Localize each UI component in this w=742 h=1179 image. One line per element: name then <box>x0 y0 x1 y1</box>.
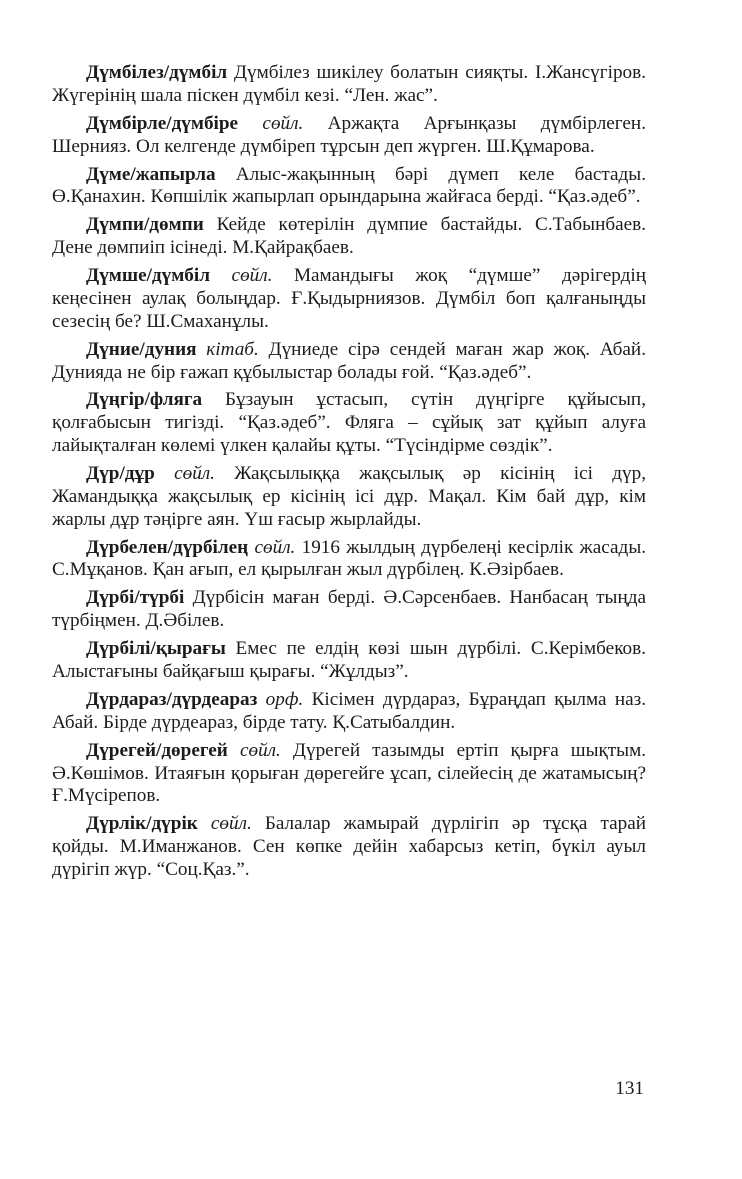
entry-text: Алыс-жақынның бәрі дүмеп келе бастады. Ө.Қанахин. Көпшілік жапырлап орындарына жайғаса берді. “Қаз.әдеб”. <box>52 163 646 208</box>
entry-text: Кейде көтерілін дүмпие бастайды. С.Табынбаев. Дене дөмпиіп ісінеді. М.Қайрақбаев. <box>52 214 646 259</box>
entry-text: Бұзауын ұстасып, сүтін дүңгірге құйысып, қолғабысын тигізді. “Қаз.әдеб”. Фляга – сұйық зат құйып алуға лайықталған көлемі үлкен қалайы құты. “Түсіндірме сөздік”. <box>52 389 646 457</box>
entry-headword: Дүмбірле/дүмбіре <box>86 112 239 134</box>
entry-durbelen <box>52 537 646 583</box>
entry-headword: Дүмпи/дөмпи <box>86 214 204 236</box>
entry-text: Дүниеде сірә сендей маған жар жоқ. Абай. Дунияда не бір ғажап құбылыстар болады ғой. “Қаз.әдеб”. <box>52 338 646 383</box>
entry-dur <box>52 463 646 531</box>
entry-text: Мамандығы жоқ “дүмше” дәрігердің кеңесінен аулақ болыңдар. Ғ.Қыдырниязов. Дүмбіл боп қалғаныңды сезесің бе? Ш.Смаханұлы. <box>52 265 647 332</box>
entry-text: Дүрбісін маған берді. Ә.Сәрсенбаев. Нанбасаң тыңда түрбіңмен. Д.Әбілев. <box>52 587 646 632</box>
entry-text: Аржақта Арғынқазы дүмбірлеген. Шернияз. Ол келгенде дүмбіреп тұрсын деп жүрген. Ш.Құмарова. <box>52 112 646 157</box>
entry-dume <box>52 164 646 210</box>
entry-duregei <box>52 740 646 808</box>
entry-text: Кісімен дүрдараз, Бұраңдап қылма наз. Абай. Бірде дүрдеараз, бірде тату. Қ.Сатыбалдин. <box>52 688 646 733</box>
entry-style-mark: сөйл. <box>231 265 273 287</box>
entry-dungir <box>52 389 646 457</box>
entry-headword: Дүрбілі/қырағы <box>86 638 226 660</box>
entry-headword: Дүңгір/фляга <box>86 389 203 411</box>
entry-durlik <box>52 813 646 881</box>
entry-style-mark: сөйл. <box>239 739 281 761</box>
entry-style-mark: кітаб. <box>206 338 259 360</box>
entry-headword: Дүрлік/дүрік <box>86 813 198 835</box>
page-number: 131 <box>615 1078 644 1099</box>
entry-headword: Дүмше/дүмбіл <box>86 265 210 287</box>
entry-dunie <box>52 339 646 385</box>
entry-headword: Дүние/дуния <box>86 338 197 360</box>
entry-text: 1916 жылдың дүрбелеңі кесірлік жасады. С.Мұқанов. Қан ағып, ел қырылған жыл дүрбілең. К.Әзірбаев. <box>52 536 647 581</box>
entry-dumpi <box>52 214 646 260</box>
entry-durbi <box>52 587 646 633</box>
entry-dumshe <box>52 265 646 333</box>
entry-headword: Дүрдараз/дүрдеараз <box>86 688 258 710</box>
entry-dumbirle <box>52 113 646 159</box>
entry-durdaraz <box>52 689 646 735</box>
entry-text: Емес пе елдің көзі шын дүрбілі. С.Керімбеков. Алыстағыны байқағыш қырағы. “Жұлдыз”. <box>52 638 646 682</box>
entry-text: Дүрегей тазымды ертіп қырға шықтым. Ә.Көшімов. Итаяғын қорыған дөрегейге ұсап, сілейесің де жатамысың? Ғ.Мүсірепов. <box>52 739 647 807</box>
entry-style-mark: орф. <box>265 688 304 710</box>
entry-headword: Дүмбілез/дүмбіл <box>86 62 228 83</box>
entry-text: Жақсылыққа жақсылық әр кісінің ісі дүр, Жамандыққа жақсылық ер кісінің ісі дұр. Мақал. Кім бай дұр, кім жарлы дұр тәңірге аян. Үш ғасыр жырлайды. <box>52 463 646 530</box>
entry-style-mark: сөйл. <box>254 536 296 558</box>
entry-headword: Дүме/жапырла <box>86 163 216 185</box>
entry-headword: Дүрбелен/дүрбілең <box>86 536 249 558</box>
entry-headword: Дүрбі/түрбі <box>86 587 185 609</box>
entry-style-mark: сөйл. <box>262 112 304 134</box>
entry-headword: Дүрегей/дөрегей <box>86 739 228 761</box>
entry-style-mark: сөйл. <box>210 813 252 835</box>
entry-dumbilez <box>52 62 646 108</box>
entry-headword: Дүр/дұр <box>86 463 155 485</box>
entry-text: Дүмбілез шикілеу болатын сияқты. І.Жансүгіров. Жүгерінің шала піскен дүмбіл кезі. “Лен. жас”. <box>52 62 646 106</box>
entry-text: Балалар жамырай дүрлігіп әр тұсқа тарай қойды. М.Иманжанов. Сен көпке дейін хабарсыз кетіп, бүкіл ауыл дүрігіп жүр. “Соц.Қаз.”. <box>52 813 646 880</box>
entry-durbili <box>52 638 646 684</box>
entry-style-mark: сөйл. <box>174 463 215 485</box>
dictionary-page <box>52 62 646 887</box>
